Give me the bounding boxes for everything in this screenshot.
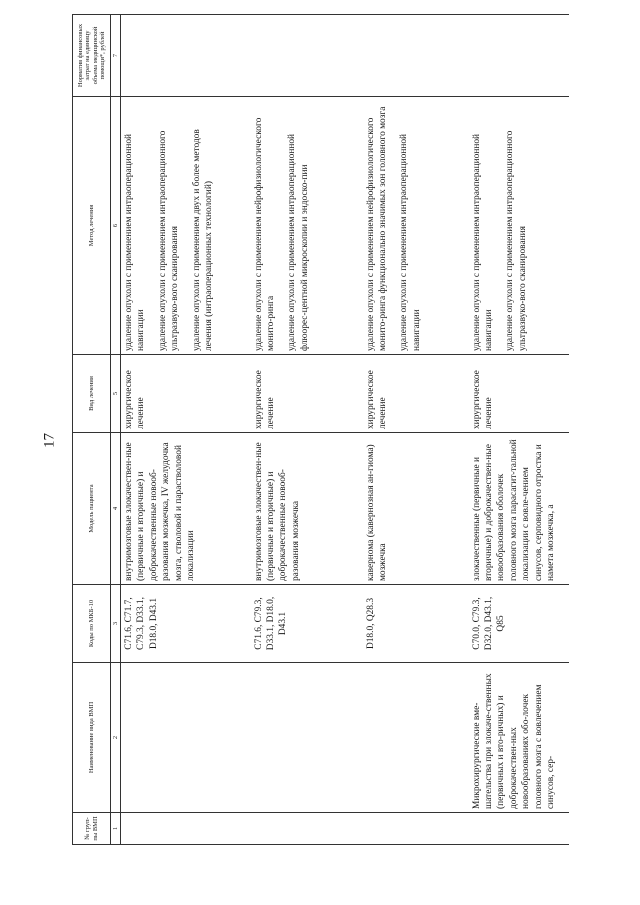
col-num: 5 <box>111 355 121 433</box>
method-item: удаление опухоли с применением интраоперационной флюорес-центной микроскопии и эндоско-пии <box>287 133 310 351</box>
col-num: 2 <box>111 663 121 813</box>
col-header-treatment: Вид лечения <box>73 355 111 433</box>
cell-cost <box>363 15 469 97</box>
column-number-row <box>111 15 121 845</box>
cell-methods <box>469 97 569 355</box>
col-header-name: Наименование вида ВМП <box>73 663 111 813</box>
table-row <box>251 15 363 845</box>
method-item: удаление опухоли с применением интраоперационного ультразвуко-вого сканирования <box>157 130 181 351</box>
method-item: удаление опухоли с применением интраоперационной навигации <box>124 133 147 351</box>
cell-name <box>121 663 251 813</box>
cell-treatment: хирургическое лечение <box>251 355 363 433</box>
cell-group <box>469 813 569 845</box>
method-item: удаление опухоли с применением интраоперационной навигации <box>471 133 494 351</box>
cell-methods <box>363 97 469 355</box>
method-item: удаление опухоли с применением интраоперационной навигации <box>399 133 422 351</box>
cell-methods <box>251 97 363 355</box>
cell-model: внутримозговые злокачествен-ные (первичные и вторичные) и доброкачественные новооб-разования мозжечка <box>251 433 363 585</box>
cell-codes: C70.0, C79.3, D32.0, D43.1, Q85 <box>469 585 569 663</box>
col-num: 7 <box>111 15 121 97</box>
table-row <box>469 15 569 845</box>
cell-model: злокачественные (первичные и вторичные) и доброкачествен-ные новообразования оболочек головного мозга парасагит-тальной локализации с вовле-чением синусов, серповидного отростка и намета мозжечка, а <box>469 433 569 585</box>
page-number: 17 <box>41 433 58 448</box>
method-item: удаление опухоли с применением нейрофизиологического монито-ринга <box>253 117 276 351</box>
cell-cost <box>251 15 363 97</box>
method-item: удаление опухоли с применением интраоперационного ультразвуко-вого сканирования <box>505 130 528 351</box>
cell-methods <box>121 97 251 355</box>
col-num: 3 <box>111 585 121 663</box>
table-row <box>363 15 469 845</box>
cell-cost <box>121 15 251 97</box>
method-item: удаление опухоли с применением нейрофизиологического монито-ринга функционально значимых зон головного мозга <box>365 106 388 351</box>
cell-treatment: хирургическое лечение <box>469 355 569 433</box>
header-row <box>73 15 111 845</box>
col-num: 4 <box>111 433 121 585</box>
cell-cost <box>469 15 569 97</box>
cell-model: внутримозговые злокачествен-ные (первичные и вторичные) и доброкачественные новооб-разования мозжечка, IV желудочка мозга, стволовой и парастволовой локализации <box>121 433 251 585</box>
cell-model: кавернома (кавернозная ан-гиома) мозжечка <box>363 433 469 585</box>
cell-name <box>251 663 363 813</box>
cell-name <box>363 663 469 813</box>
cell-name: Микрохирургические вме-шательства при злокаче-ственных (первичных и вто-ричных) и доброкачествен-ных новообразованиях обо-лочек головного мозга с вовлечением синусов, сер- <box>469 663 569 813</box>
cell-group <box>121 813 251 845</box>
cell-treatment: хирургическое лечение <box>363 355 469 433</box>
vmp-table <box>72 14 569 845</box>
cell-codes: C71.6, C79.3, D33.1, D18.0, D43.1 <box>251 585 363 663</box>
cell-codes: C71.6, C71.7, C79.3, D33.1, D18.0, D43.1 <box>121 585 251 663</box>
method-item: удаление опухоли с применением двух и более методов лечения (интраоперационных технологий) <box>191 129 215 351</box>
cell-codes: D18.0, Q28.3 <box>363 585 469 663</box>
rotated-table-container <box>72 15 556 845</box>
cell-group <box>363 813 469 845</box>
col-header-cost: Норматив финансовых затрат на единицу объема медицинской помощи*, рублей <box>73 15 111 97</box>
cell-treatment: хирургическое лечение <box>121 355 251 433</box>
table-row <box>121 15 251 845</box>
col-num: 1 <box>111 813 121 845</box>
col-header-method: Метод лечения <box>73 97 111 355</box>
cell-group <box>251 813 363 845</box>
col-header-codes: Коды по МКБ-10 <box>73 585 111 663</box>
col-header-model: Модель пациента <box>73 433 111 585</box>
col-header-group: № груп- пы ВМП <box>73 813 111 845</box>
col-num: 6 <box>111 97 121 355</box>
